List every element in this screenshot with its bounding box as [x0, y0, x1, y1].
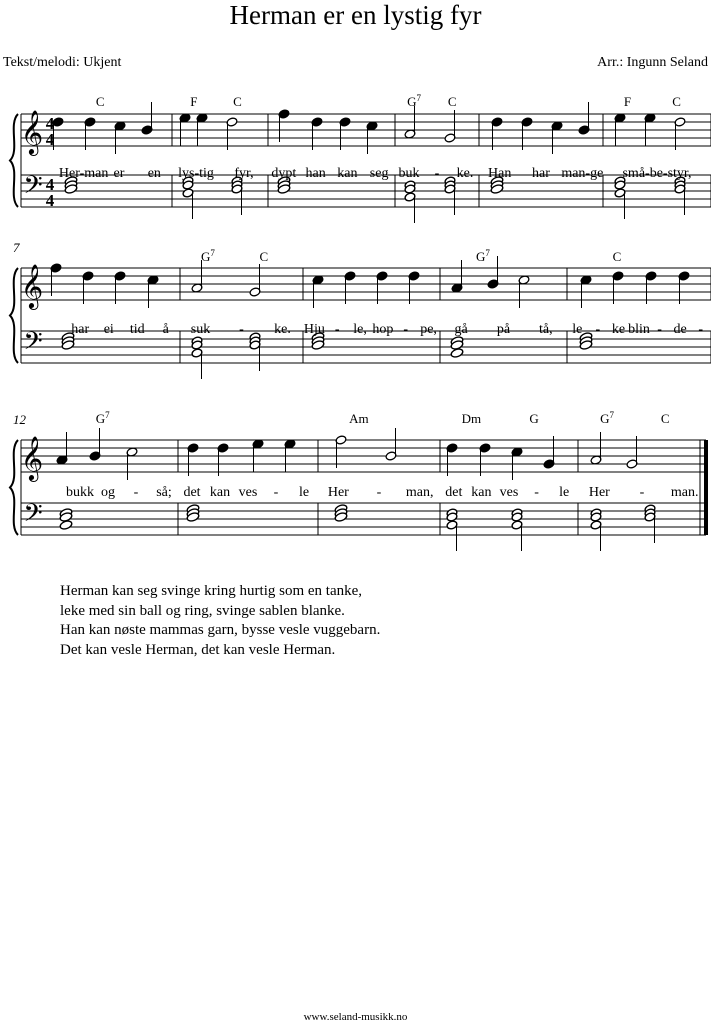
lyric-syllable: kan	[209, 485, 231, 500]
chord-symbol: $G^7$	[95, 410, 110, 426]
lyric-syllable: ves	[238, 485, 258, 500]
lyric-syllable: -	[334, 322, 340, 337]
time-signature-top: 4	[45, 175, 55, 194]
lyric-syllable: kan	[471, 485, 492, 500]
lyric-syllable: buk	[398, 166, 420, 181]
lyric-syllable: og	[101, 485, 115, 500]
chord-symbol: F	[623, 94, 632, 109]
lyric-syllable: seg	[369, 166, 389, 181]
lyric-syllable: -	[639, 485, 645, 500]
lyric-syllable: man,	[405, 485, 434, 500]
time-signature-bottom: 4	[45, 191, 55, 210]
lyric-syllable: -	[376, 485, 382, 500]
lyric-syllable: hop	[372, 322, 394, 337]
lyric-syllable: pe,	[420, 322, 437, 337]
system-2	[10, 256, 711, 379]
lyric-syllable: -	[657, 322, 662, 337]
lyric-syllable: på	[496, 322, 511, 337]
lyric-syllable: har	[532, 166, 550, 181]
arranger-credit: Arr.: Ingunn Seland	[597, 55, 708, 70]
lyric-syllable: le	[559, 485, 570, 500]
verse-line: Det kan vesle Herman, det kan vesle Herman.	[60, 641, 336, 658]
chord-symbol: Dm	[461, 411, 482, 426]
lyric-syllable: dypt	[271, 166, 297, 181]
treble-clef: 𝄞	[20, 264, 44, 308]
lyric-syllable: Han	[488, 166, 512, 181]
website-footer: www.seland-musikk.no	[303, 1011, 408, 1023]
lyric-syllable: -	[595, 322, 601, 337]
lyric-syllable: Her	[327, 485, 349, 500]
chord-symbol: C	[612, 249, 622, 264]
lyric-syllable: le	[572, 322, 583, 337]
brace	[10, 440, 18, 535]
lyric-syllable: fyr,	[234, 166, 254, 181]
bass-note-head	[59, 520, 73, 531]
brace	[10, 114, 18, 207]
lyric-syllable: tid	[129, 322, 145, 337]
song-title: Herman er en lystig fyr	[229, 0, 482, 30]
chord-symbol: Am	[349, 411, 369, 426]
chord-symbol: C	[259, 249, 269, 264]
bass-clef: 𝄢	[23, 327, 43, 362]
measure-number: 7	[13, 240, 20, 255]
chord-symbol: $G^7$	[407, 93, 422, 109]
lyric-syllable: man.	[670, 485, 699, 500]
chord-symbol: $G^7$	[600, 410, 615, 426]
lyric-syllable: -	[534, 485, 539, 500]
bass-clef: 𝄢	[23, 499, 43, 534]
lyric-syllable: ves	[499, 485, 519, 500]
verse-line: leke med sin ball og ring, svinge sablen blanke.	[60, 602, 345, 619]
lyric-syllable: Her	[588, 485, 610, 500]
lyric-syllable: -	[698, 322, 704, 337]
lyric-syllable: -	[434, 166, 440, 181]
lyric-syllable: -	[239, 322, 244, 337]
chord-symbol: C	[233, 94, 242, 109]
lyric-syllable: blin	[628, 322, 650, 337]
treble-clef: 𝄞	[20, 110, 44, 154]
chord-symbol: $G^7$	[475, 248, 490, 264]
lyric-syllable: le,	[353, 322, 367, 337]
lyric-syllable: le	[298, 485, 310, 500]
time-signature-top: 4	[45, 114, 55, 133]
measure-number: 12	[13, 412, 26, 427]
lyric-syllable: er	[113, 166, 125, 181]
verse-line: Herman kan seg svinge kring hurtig som en tanke,	[60, 583, 363, 599]
system-1	[10, 102, 711, 223]
lyric-syllable: Her-man	[58, 166, 109, 181]
brace	[10, 268, 18, 363]
lyric-syllable: kan	[337, 166, 358, 181]
lyric-syllable: små-be-styr,	[622, 166, 692, 181]
lyric-syllable: ke.	[274, 322, 291, 337]
chord-symbol: C	[95, 94, 105, 109]
lyric-syllable: å	[162, 322, 169, 337]
second-verse	[60, 582, 380, 660]
lyric-syllable: tå,	[539, 322, 553, 337]
chord-symbol: C	[672, 94, 681, 109]
chord-symbol: F	[190, 94, 198, 109]
lyric-syllable: ei	[103, 322, 114, 337]
bass-note-head	[450, 348, 464, 359]
lyric-syllable: han	[305, 166, 326, 181]
chord-symbol: G	[529, 411, 539, 426]
final-bar-line	[704, 440, 708, 535]
lyric-syllable: de	[673, 322, 687, 337]
bass-clef: 𝄢	[23, 171, 43, 206]
lyric-syllable: det	[183, 485, 201, 500]
lyric-syllable: bukk	[66, 485, 94, 500]
lyric-syllable: man-ge	[561, 166, 604, 181]
time-signature-bottom: 4	[45, 130, 55, 149]
chord-symbol: $G^7$	[201, 248, 215, 264]
lyric-syllable: -	[273, 485, 279, 500]
lyric-syllable: en	[147, 166, 161, 181]
lyric-syllable: så;	[156, 485, 172, 500]
lyric-syllable: Hju	[303, 322, 325, 337]
lyric-syllable: suk	[190, 322, 211, 337]
lyric-syllable: det	[445, 485, 463, 500]
lyric-syllable: har	[71, 322, 90, 337]
lyric-syllable: -	[403, 322, 409, 337]
lyric-syllable: ke	[611, 322, 626, 337]
chord-symbol: C	[447, 94, 457, 109]
lyric-syllable: gå	[454, 322, 468, 337]
treble-clef: 𝄞	[20, 436, 44, 480]
verse-line: Han kan nøste mammas garn, bysse vesle vuggebarn.	[60, 622, 381, 638]
chord-symbol: C	[660, 411, 670, 426]
lyric-syllable: ke.	[456, 166, 474, 181]
lyric-syllable: lys-tig	[178, 166, 214, 181]
lyrics-melody-credit: Tekst/melodi: Ukjent	[3, 55, 122, 70]
lyric-syllable: -	[133, 485, 139, 500]
